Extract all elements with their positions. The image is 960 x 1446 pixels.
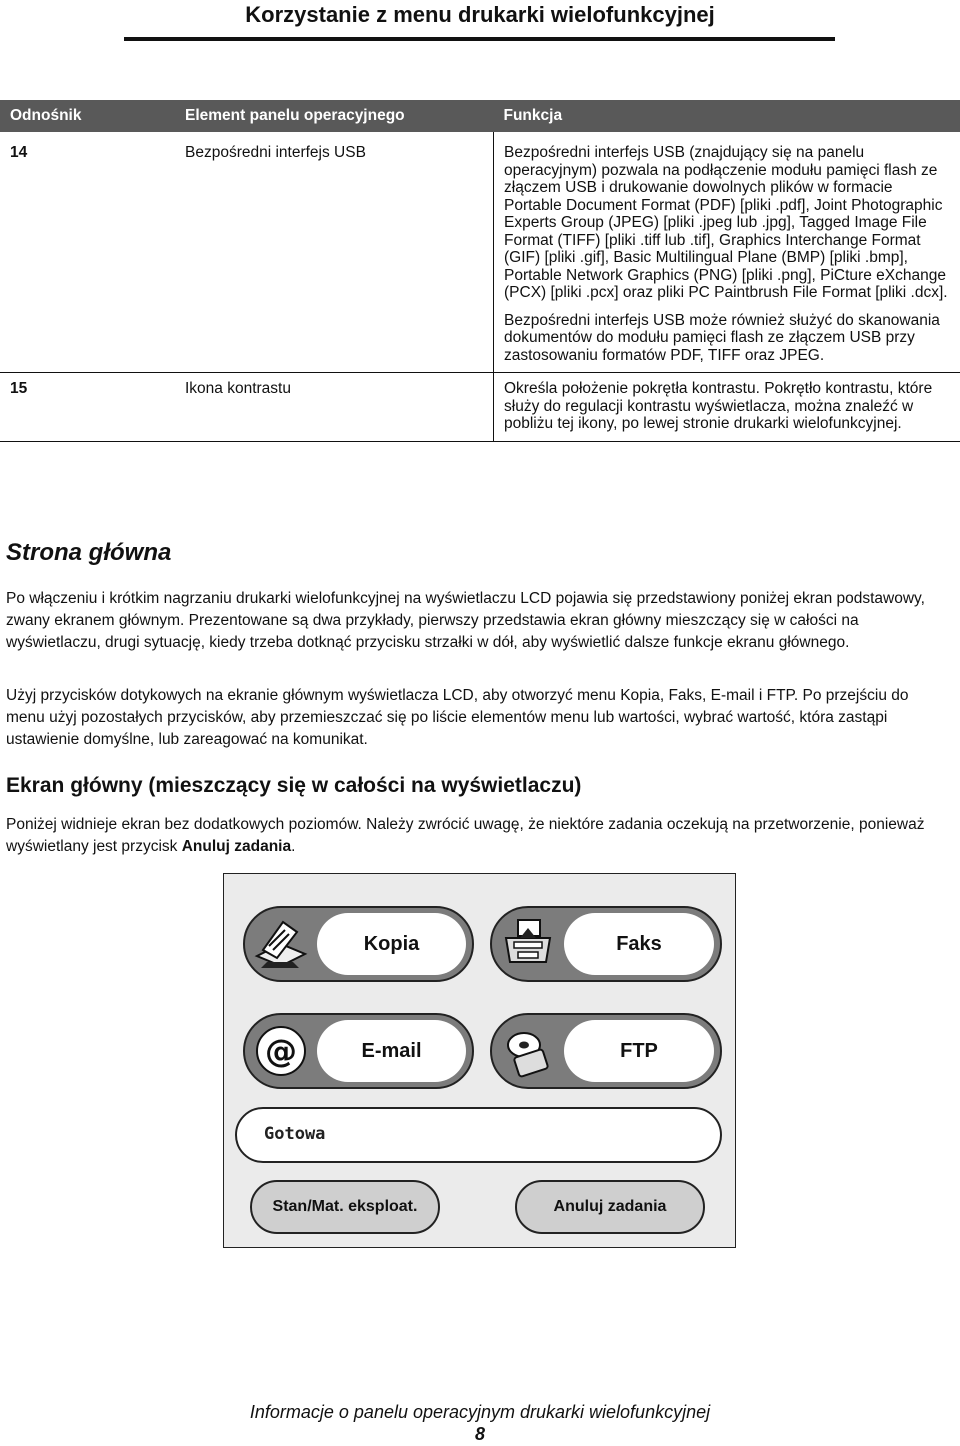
fax-button-label: Faks: [564, 913, 714, 975]
section-paragraph-1: Po włączeniu i krótkim nagrzaniu drukarki wielofunkcyjnej na wyświetlaczu LCD pojawia się przedstawiony poniżej ekran podstawowy, zwany ekranem głównym. Prezentowane są dwa przykłady, pierwszy przedstawia ekran główny mieszczący się w całości na wyświetlaczu, drugi sytuację, kiedy trzeba dotknąć przycisku strzałki w dół, aby wyświetlić dalsze funkcje ekranu głównego.: [6, 590, 925, 651]
table-row: [0, 373, 960, 442]
subsection-end: .: [291, 838, 296, 855]
row-element: Bezpośredni interfejs USB: [175, 132, 494, 373]
table-row: [0, 132, 960, 373]
section-paragraph-2: Użyj przycisków dotykowych na ekranie głównym wyświetlacza LCD, aby otworzyć menu Kopia, Faks, E-mail i FTP. Po przejściu do menu użyj pozostałych przycisków, aby przemieszczać się po liście elementów menu lub wartości, wybrać wartość, która zastąpi ustawienie domyślne, lub zareagować na komunikat.: [6, 687, 909, 748]
function-text: Bezpośredni interfejs USB może również służyć do skanowania dokumentów do modułu pamięci flash ze złączem USB przy zastosowaniu formatów PDF, TIFF oraz JPEG.: [504, 311, 940, 364]
page-header-title: Korzystanie z menu drukarki wielofunkcyjnej: [245, 2, 715, 27]
footer-text: Informacje o panelu operacyjnym drukarki wielofunkcyjnej: [249, 1402, 711, 1422]
column-header-function: Funkcja: [494, 100, 960, 132]
status-bar: [235, 1107, 722, 1163]
home-screen-illustration: [223, 873, 736, 1248]
subsection-text: Poniżej widnieje ekran bez dodatkowych poziomów. Należy zwrócić uwagę, że niektóre zadania oczekują na przetworzenie, ponieważ wyświetlany jest przycisk: [6, 816, 925, 855]
column-header-element: Element panelu operacyjnego: [175, 100, 494, 132]
reference-table: [0, 100, 960, 442]
email-at-icon: [253, 1023, 309, 1079]
table-header-row: [0, 100, 960, 132]
copy-button-label: Kopia: [317, 913, 466, 975]
subsection-title: Ekran główny (mieszczący się w całości na wyświetlaczu): [6, 774, 582, 797]
row-function: [494, 132, 960, 373]
email-button[interactable]: [243, 1013, 474, 1089]
fax-button[interactable]: [490, 906, 722, 982]
row-element: Ikona kontrastu: [175, 373, 494, 442]
fax-icon: [500, 916, 556, 972]
subsection-paragraph: [6, 814, 948, 858]
function-text: Bezpośredni interfejs USB (znajdujący się na panelu operacyjnym) pozwala na podłączenie modułu pamięci flash ze złączem USB i drukowanie dowolnych plików w formacie Portable Document Format (PDF) [pliki .pdf], Joint Photographic Experts Group (JPEG) [pliki .jpeg lub .jpg], Tagged Image File Format (TIFF) [pliki .tiff lub .tif], Graphics Interchange Format (GIF) [pliki .gif], Basic Multilingual Plane (BMP) [pliki .bmp], Portable Network Graphics (PNG) [pliki .png], PiCture eXchange (PCX) [pliki .pcx] oraz pliki PC Paintbrush File Format [pliki .dcx].: [504, 144, 948, 301]
subsection-bold: Anuluj zadania: [181, 838, 292, 855]
row-ref: 14: [0, 132, 175, 373]
copy-button[interactable]: [243, 906, 474, 982]
function-text: Określa położenie pokrętła kontrastu. Pokrętło kontrastu, które służy do regulacji kontrastu wyświetlacza, można znaleźć w pobliżu tej ikony, po lewej stronie drukarki wielofunkcyjnej.: [504, 380, 933, 432]
cancel-jobs-button[interactable]: Anuluj zadania: [515, 1180, 705, 1234]
copy-icon: [253, 916, 309, 972]
status-text: Gotowa: [264, 1124, 326, 1144]
ftp-button-label: FTP: [564, 1020, 714, 1082]
header-rule: [124, 37, 835, 41]
page-number: 8: [474, 1424, 485, 1444]
status-supplies-button[interactable]: Stan/Mat. eksploat.: [250, 1180, 440, 1234]
row-function: [494, 373, 960, 442]
svg-text:@: @: [265, 1032, 297, 1070]
ftp-disk-icon: [500, 1023, 556, 1079]
ftp-button[interactable]: [490, 1013, 722, 1089]
section-title: Strona główna: [6, 539, 172, 566]
row-ref: 15: [0, 373, 175, 442]
email-button-label: E-mail: [317, 1020, 466, 1082]
column-header-ref: Odnośnik: [0, 100, 175, 132]
